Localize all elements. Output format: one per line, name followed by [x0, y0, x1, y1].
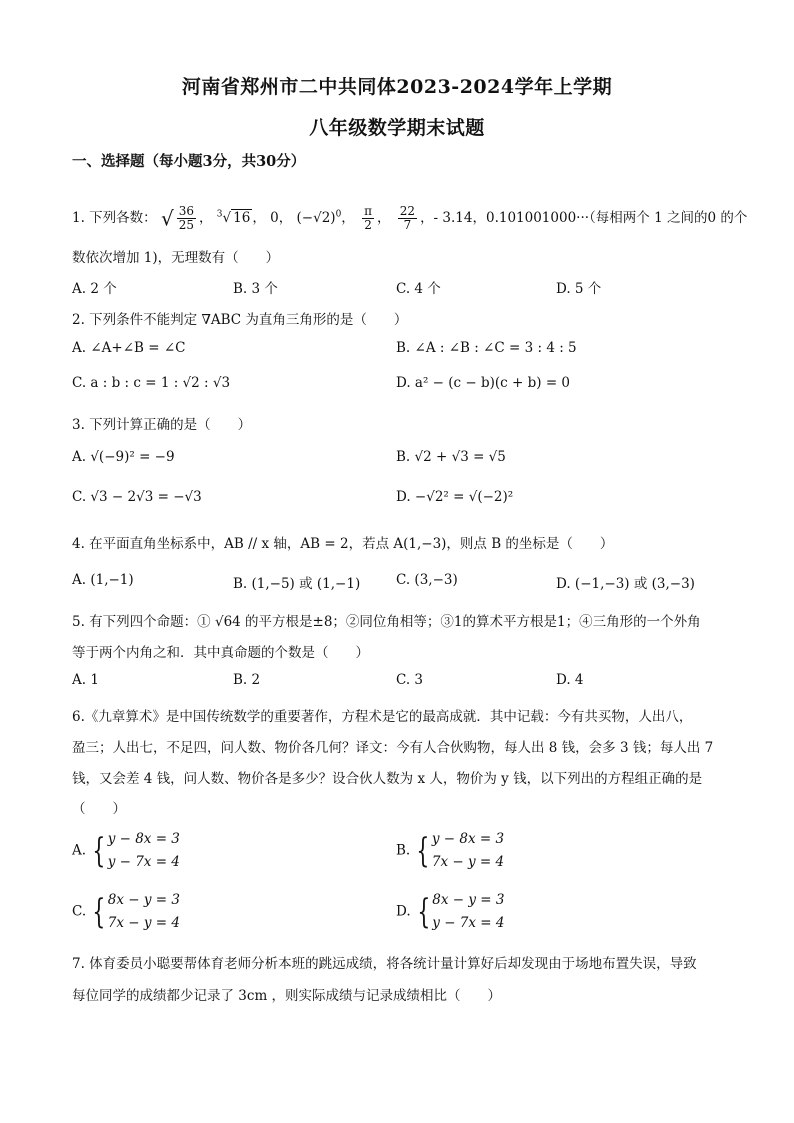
q1-prefix: 1. 下列各数： [72, 210, 157, 227]
cube-root-16: 16 [233, 210, 251, 227]
zero-value: 0 [270, 210, 279, 227]
q5-option-b: B. 2 [233, 672, 261, 688]
q6-option-b: B. { y − 8x = 3 7x − y = 4 [396, 830, 505, 871]
q1-rest: ，- 3.14，0.101001000···（每相两个 1 之间的0 的个 [420, 210, 748, 227]
sqrt-sign: √ [160, 206, 174, 231]
q4-option-a: A. (1,−1) [72, 572, 134, 588]
question-5-line-2: 等于两个内角之和．其中真命题的个数是（ ） [72, 645, 369, 661]
q1-option-c: C. 4 个 [396, 281, 441, 297]
section-heading: 一、选择题（每小题3分，共30分） [72, 153, 306, 170]
q3-option-a: A. √(−9)² = −9 [72, 449, 175, 465]
q2-option-a: A. ∠A+∠B = ∠C [72, 340, 186, 356]
question-6-line-3: 钱，又会差 4 钱，问人数、物价各是多少？设合伙人数为 x 人，物价为 y 钱，以下列出的方程组正确的是 [72, 771, 703, 787]
question-1-line-2: 数依次增加 1)，无理数有（ ） [72, 250, 280, 266]
question-7-line-2: 每位同学的成绩都少记录了 3cm ，则实际成绩与记录成绩相比（ ） [72, 988, 502, 1004]
q2-option-b: B. ∠A : ∠B : ∠C = 3 : 4 : 5 [396, 340, 577, 356]
fraction-pi-2: $\frac{\pi}{2}$ [364, 204, 372, 233]
q3-option-b: B. √2 + √3 = √5 [396, 449, 506, 465]
exam-subtitle: 八年级数学期末试题 [309, 117, 485, 139]
q5-option-c: C. 3 [396, 672, 424, 688]
exam-title: 河南省郑州市二中共同体2023-2024学年上学期 [181, 76, 613, 98]
q5-option-a: A. 1 [72, 672, 99, 688]
question-4-stem: 4. 在平面直角坐标系中，AB // x 轴，AB = 2，若点 A(1,−3)，则点 B 的坐标是（ ） [72, 536, 614, 552]
q4-option-b: B. (1,−5) 或 (1,−1) [233, 576, 361, 592]
fraction-36-25: $\frac{36}{25}$ [178, 204, 194, 233]
q2-option-d: D. a² − (c − b)(c + b) = 0 [396, 375, 571, 391]
q6-option-a: A. { y − 8x = 3 y − 7x = 4 [72, 830, 180, 871]
q4-option-d: D. (−1,−3) 或 (3,−3) [556, 576, 695, 592]
q1-option-d: D. 5 个 [556, 281, 602, 297]
q3-option-c: C. √3 − 2√3 = −√3 [72, 489, 202, 505]
q1-option-a: A. 2 个 [72, 281, 117, 297]
paren-sqrt2: (−√2) [296, 210, 336, 227]
q1-option-b: B. 3 个 [233, 281, 278, 297]
q5-option-d: D. 4 [556, 672, 584, 688]
question-2-stem: 2. 下列条件不能判定 ∇ABC 为直角三角形的是（ ） [72, 312, 408, 328]
question-6-line-2: 盈三；人出七，不足四，问人数、物价各几何？译文：今有人合伙购物，每人出 8 钱，会多 3 钱；每人出 7 [72, 740, 714, 756]
question-1-line-1: 1. 下列各数： √ $\frac{36}{25}$ ， $^3$√ 16 ， 0， $(-√2)^0$， $\frac{\pi}{2}$ ， $\frac{22}{7}$ ，- 3.14，0.101001000···（每相两个 1 之间的0 的个 [72, 204, 748, 233]
question-7-line-1: 7. 体育委员小聪要帮体育老师分析本班的跳远成绩，将各统计量计算好后却发现由于场地布置失误，导致 [72, 956, 697, 972]
q6-option-c: C. { 8x − y = 3 7x − y = 4 [72, 891, 180, 932]
question-6-line-4: （ ） [72, 801, 126, 817]
question-3-stem: 3. 下列计算正确的是（ ） [72, 417, 252, 433]
q2-option-c: C. a : b : c = 1 : √2 : √3 [72, 375, 231, 391]
question-5-line-1: 5. 有下列四个命题：① √64 的平方根是±8；②同位角相等；③1的算术平方根是1；④三角形的一个外角 [72, 614, 701, 630]
q6-option-d: D. { 8x − y = 3 y − 7x = 4 [396, 891, 505, 932]
fraction-22-7: $\frac{22}{7}$ [399, 204, 416, 233]
q4-option-c: C. (3,−3) [396, 572, 458, 588]
question-6-line-1: 6.《九章算术》是中国传统数学的重要著作，方程术是它的最高成就．其中记载：今有共买物，人出八， [72, 709, 693, 725]
q3-option-d: D. −√2² = √(−2)² [396, 489, 514, 505]
